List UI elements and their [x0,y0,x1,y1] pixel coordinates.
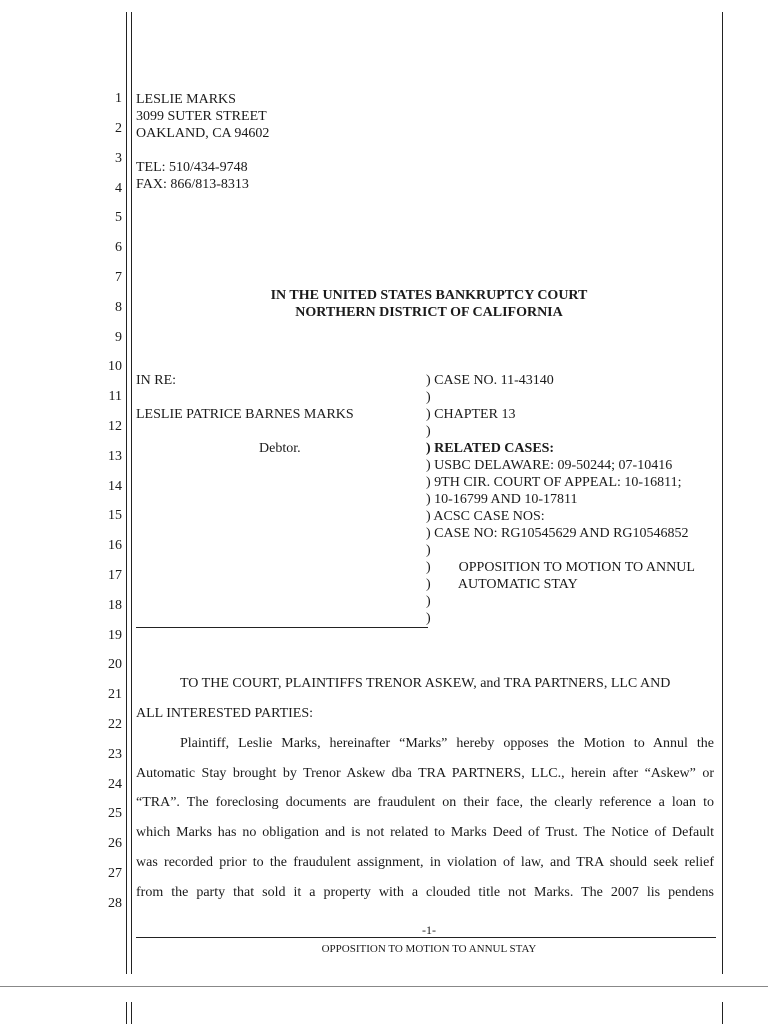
line-number: 6 [115,240,122,255]
caption-debtor-label: Debtor. [259,441,301,456]
caption-doc-title-1: ) OPPOSITION TO MOTION TO ANNUL [426,560,695,575]
paragraph-line: was recorded prior to the fraudulent assignment, in violation of law, and TRA should seek relief [136,855,714,870]
caption-acsc: ) ACSC CASE NOS: [426,509,545,524]
caption-acsc-nos: ) CASE NO: RG10545629 AND RG10546852 [426,526,689,541]
line-number: 1 [115,91,122,106]
header-name: LESLIE MARKS [136,92,236,107]
line-number: 14 [108,479,122,494]
caption-paren: ) [426,611,431,626]
caption-paren: ) [426,424,431,439]
addressee-line-2: ALL INTERESTED PARTIES: [136,706,314,721]
caption-underline [136,627,428,628]
next-page-margin-outer [126,1002,127,1024]
caption-paren: ) [426,594,431,609]
line-number: 27 [108,866,122,881]
line-number: 9 [115,330,122,345]
line-number: 25 [108,806,122,821]
line-number: 21 [108,687,122,702]
page-number: -1- [422,923,436,937]
addressee-line-1: TO THE COURT, PLAINTIFFS TRENOR ASKEW, and TRA PARTNERS, LLC AND [180,676,671,691]
line-number: 17 [108,568,122,583]
left-margin-line-outer [126,12,127,974]
line-number: 4 [115,181,122,196]
line-number: 8 [115,300,122,315]
header-tel: TEL: 510/434-9748 [136,160,248,175]
line-number: 13 [108,449,122,464]
caption-usbc: ) USBC DELAWARE: 09-50244; 07-10416 [426,458,673,473]
header-street: 3099 SUTER STREET [136,109,267,124]
caption-chapter: ) CHAPTER 13 [426,407,516,422]
line-number: 28 [108,896,122,911]
caption-related-cases: ) RELATED CASES: [426,441,555,456]
line-number: 19 [108,628,122,643]
left-margin-line-inner [131,12,132,974]
paragraph-line: Automatic Stay brought by Trenor Askew dba TRA PARTNERS, LLC., herein after “Askew” or [136,766,714,781]
line-number: 15 [108,508,122,523]
paragraph-line: Plaintiff, Leslie Marks, hereinafter “Marks” hereby opposes the Motion to Annul the [180,736,714,751]
caption-in-re: IN RE: [136,373,177,388]
caption-paren: ) [426,543,431,558]
line-number: 16 [108,538,122,553]
line-number: 26 [108,836,122,851]
line-number: 18 [108,598,122,613]
line-number: 23 [108,747,122,762]
line-number: 7 [115,270,122,285]
paragraph-line: “TRA”. The foreclosing documents are fraudulent on their face, the clearly reference a loan to [136,795,714,810]
line-number: 22 [108,717,122,732]
paragraph-line: which Marks has no obligation and is not related to Marks Deed of Trust. The Notice of Default [136,825,714,840]
paragraph-line: from the party that sold it a property with a clouded title not Marks. The 2007 lis pendens [136,885,714,900]
court-title-line1: IN THE UNITED STATES BANKRUPTCY COURT [270,288,588,303]
court-title-line2: NORTHERN DISTRICT OF CALIFORNIA [295,305,563,320]
next-page-margin-inner [131,1002,132,1024]
caption-debtor-name: LESLIE PATRICE BARNES MARKS [136,407,354,422]
next-page-margin-right [722,1002,723,1024]
footer-title: OPPOSITION TO MOTION TO ANNUL STAY [321,943,537,955]
caption-9th-cir: ) 9TH CIR. COURT OF APPEAL: 10-16811; [426,475,682,490]
footer-rule [136,937,716,938]
caption-cir-cases: ) 10-16799 AND 10-17811 [426,492,578,507]
caption-case-no: ) CASE NO. 11-43140 [426,373,554,388]
line-number: 10 [108,359,122,374]
line-number: 2 [115,121,122,136]
header-city: OAKLAND, CA 94602 [136,126,270,141]
line-number: 24 [108,777,122,792]
line-number: 3 [115,151,122,166]
header-fax: FAX: 866/813-8313 [136,177,249,192]
line-number: 12 [108,419,122,434]
caption-doc-title-2: ) AUTOMATIC STAY [426,577,578,592]
line-number: 11 [108,389,122,404]
right-margin-line [722,12,723,974]
caption-paren: ) [426,390,431,405]
line-number: 20 [108,657,122,672]
line-number: 5 [115,210,122,225]
page-break-line [0,986,768,987]
